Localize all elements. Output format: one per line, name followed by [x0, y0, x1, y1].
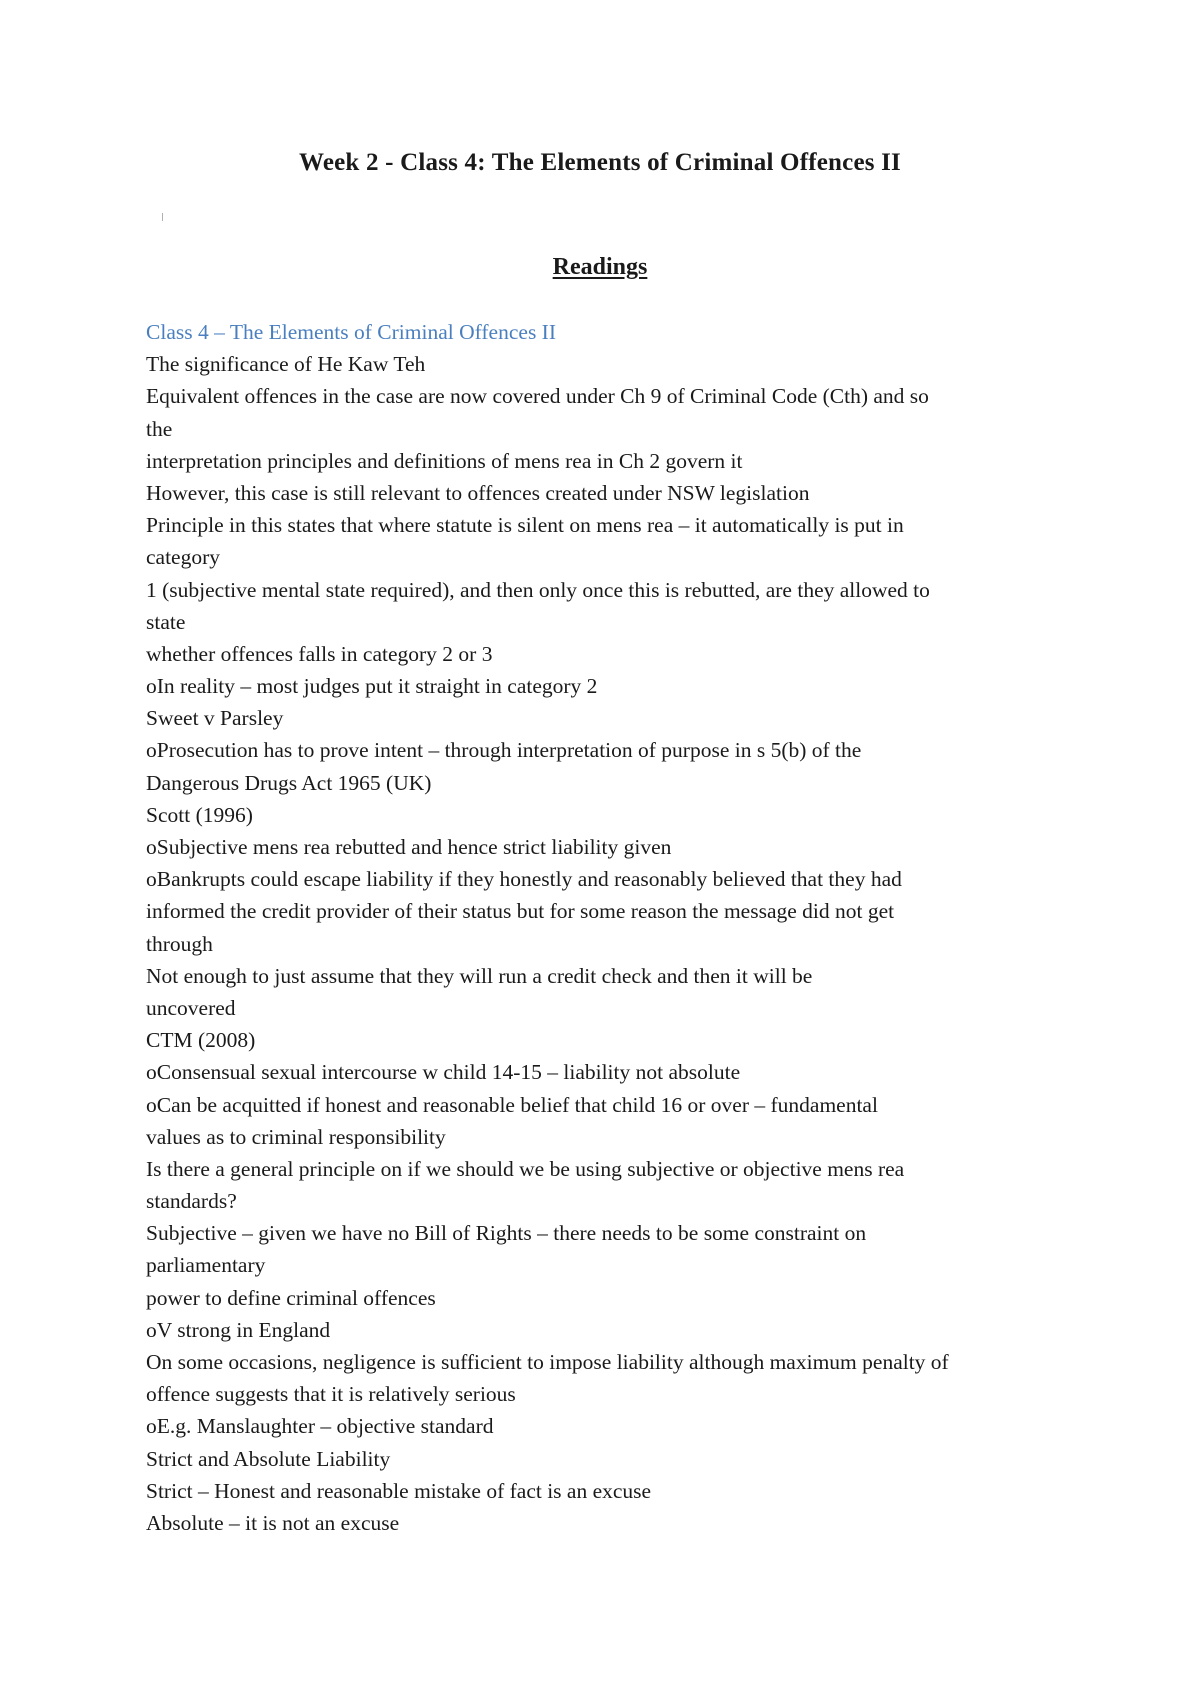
text-line: Subjective – given we have no Bill of Rights – there needs to be some constraint on: [146, 1221, 867, 1246]
text-line: power to define criminal offences: [146, 1285, 436, 1310]
text-line: Is there a general principle on if we should we be using subjective or objective mens rea: [146, 1156, 905, 1181]
text-line: uncovered: [146, 995, 236, 1020]
text-line: state: [146, 609, 186, 634]
text-line: However, this case is still relevant to offences created under NSW legislation: [146, 480, 810, 505]
body-text: [146, 316, 1086, 1539]
text-line: oV strong in England: [146, 1317, 331, 1342]
text-line: offence suggests that it is relatively serious: [146, 1382, 516, 1407]
text-line: Absolute – it is not an excuse: [146, 1510, 400, 1535]
text-line: standards?: [146, 1189, 237, 1214]
text-line: 1 (subjective mental state required), and then only once this is rebutted, are they allowed to: [146, 577, 930, 602]
text-line: Sweet v Parsley: [146, 706, 284, 731]
margin-tick-mark: [162, 213, 163, 221]
text-line: interpretation principles and definitions of mens rea in Ch 2 govern it: [146, 448, 743, 473]
text-line: Not enough to just assume that they will run a credit check and then it will be: [146, 963, 813, 988]
text-line: CTM (2008): [146, 1028, 256, 1053]
section-heading-text: Readings: [552, 254, 648, 280]
text-line: oCan be acquitted if honest and reasonable belief that child 16 or over – fundamental: [146, 1092, 878, 1117]
text-line: Equivalent offences in the case are now covered under Ch 9 of Criminal Code (Cth) and so: [146, 384, 929, 409]
text-line: oSubjective mens rea rebutted and hence strict liability given: [146, 835, 672, 859]
section-heading-readings: [0, 250, 1200, 284]
page-title: Week 2 - Class 4: The Elements of Criminal Offences II: [299, 149, 901, 176]
text-line: Dangerous Drugs Act 1965 (UK): [146, 770, 432, 795]
text-line: the: [146, 416, 173, 441]
text-line: oConsensual sexual intercourse w child 14-15 – liability not absolute: [146, 1060, 741, 1085]
text-line: Strict and Absolute Liability: [146, 1446, 391, 1471]
text-line: The significance of He Kaw Teh: [146, 352, 426, 377]
text-line: values as to criminal responsibility: [146, 1124, 446, 1149]
text-line: oBankrupts could escape liability if they honestly and reasonably believed that they had: [146, 867, 902, 892]
text-line: category: [146, 545, 221, 570]
text-line: Scott (1996): [146, 802, 253, 827]
text-line: informed the credit provider of their status but for some reason the message did not get: [146, 899, 895, 924]
subheading-link: Class 4 – The Elements of Criminal Offences II: [146, 320, 557, 344]
text-line: oE.g. Manslaughter – objective standard: [146, 1414, 494, 1439]
text-line: whether offences falls in category 2 or 3: [146, 641, 493, 666]
text-line: parliamentary: [146, 1253, 266, 1278]
text-line: oProsecution has to prove intent – through interpretation of purpose in s 5(b) of the: [146, 738, 862, 763]
text-line: Principle in this states that where statute is silent on mens rea – it automatically is put in: [146, 513, 904, 538]
text-line: Strict – Honest and reasonable mistake of fact is an excuse: [146, 1478, 652, 1503]
text-line: oIn reality – most judges put it straight in category 2: [146, 674, 598, 699]
text-line: On some occasions, negligence is sufficient to impose liability although maximum penalty of: [146, 1350, 949, 1374]
text-line: through: [146, 931, 213, 956]
